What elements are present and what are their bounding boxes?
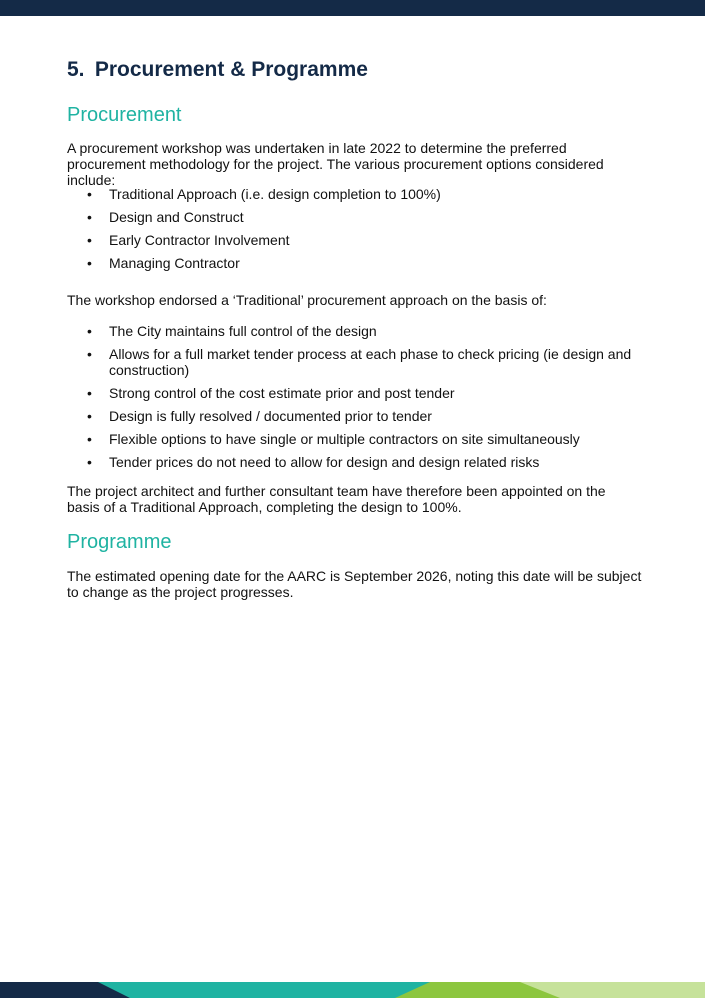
top-banner (0, 0, 705, 16)
endorsement-reasons-list (67, 323, 642, 477)
footer-banner (0, 982, 705, 998)
list-item: • Traditional Approach (i.e. design completion to 100%) (67, 186, 642, 202)
programme-heading: Programme (67, 531, 172, 553)
procurement-options-list (67, 186, 642, 278)
procurement-heading: Procurement (67, 104, 182, 126)
list-item: • Managing Contractor (67, 255, 642, 271)
footer-teal-band (90, 982, 430, 998)
list-item: • Early Contractor Involvement (67, 232, 642, 248)
procurement-conclusion: The project architect and further consultant team have therefore been appointed on the basis of a Traditional Approach, completing the design to 100%. (67, 483, 606, 515)
list-item: • Allows for a full market tender process at each phase to check pricing (ie design and construction) (67, 346, 642, 378)
section-number: 5. (67, 58, 85, 81)
endorsement-text: The workshop endorsed a ‘Traditional’ procurement approach on the basis of: (67, 292, 547, 308)
list-item: • Design and Construct (67, 209, 642, 225)
section-title (67, 58, 368, 82)
list-item: • Tender prices do not need to allow for design and design related risks (67, 454, 642, 470)
section-title-text: Procurement & Programme (94, 58, 368, 81)
list-item: • The City maintains full control of the design (67, 323, 642, 339)
list-item: • Design is fully resolved / documented prior to tender (67, 408, 642, 424)
programme-text: The estimated opening date for the AARC is September 2026, noting this date will be subject to change as the project progresses. (67, 568, 642, 600)
list-item: • Flexible options to have single or multiple contractors on site simultaneously (67, 431, 642, 447)
procurement-intro: A procurement workshop was undertaken in late 2022 to determine the preferred procurement methodology for the project. The various procurement options considered include: (67, 140, 604, 188)
list-item: • Strong control of the cost estimate prior and post tender (67, 385, 642, 401)
